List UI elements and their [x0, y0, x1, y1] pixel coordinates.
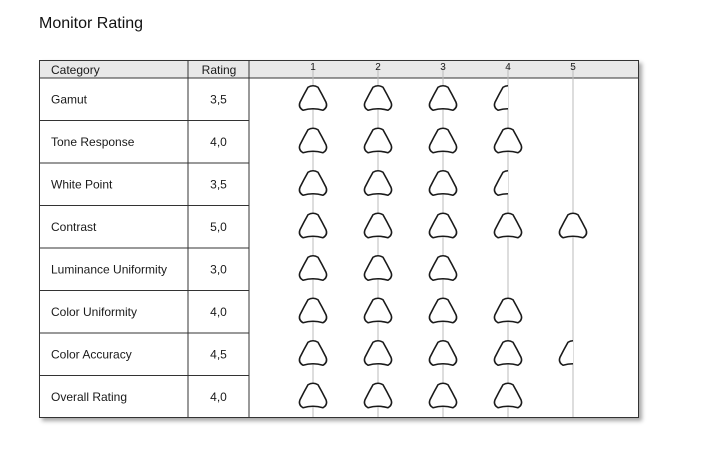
rating-knob-icon — [364, 171, 391, 196]
rating-knob-shape — [364, 341, 391, 366]
rating-knob-icon — [364, 86, 391, 111]
category-label: White Point — [51, 177, 113, 192]
category-label: Tone Response — [51, 134, 135, 149]
rating-value: 4,0 — [210, 304, 227, 319]
rating-knob-shape — [429, 213, 456, 238]
scale-tick-label: 2 — [375, 62, 381, 73]
category-label: Overall Rating — [51, 389, 128, 404]
rating-knob-shape — [559, 213, 586, 238]
rating-knob-icon — [299, 298, 326, 323]
rating-knob-shape — [364, 171, 391, 196]
rating-value: 4,5 — [210, 347, 227, 362]
rating-knob-icon — [429, 298, 456, 323]
rating-knob-shape — [364, 213, 391, 238]
rating-knob-shape — [364, 256, 391, 281]
scale-tick-label: 4 — [505, 62, 511, 73]
rating-knob-shape — [494, 128, 521, 153]
rating-knob-icon — [364, 383, 391, 408]
rating-knob-icon — [429, 86, 456, 111]
rating-knob-icon — [299, 128, 326, 153]
rating-table — [39, 60, 639, 418]
rating-value: 3,5 — [210, 92, 227, 107]
rating-knob-shape — [299, 86, 326, 111]
header-background — [39, 60, 639, 78]
header-category: Category — [51, 63, 100, 77]
rating-knob-icon — [429, 213, 456, 238]
rating-knob-icon — [364, 298, 391, 323]
rating-knob-shape — [299, 171, 326, 196]
rating-knob-icon — [494, 128, 521, 153]
rating-knob-shape — [494, 298, 521, 323]
rating-knob-shape — [299, 128, 326, 153]
rating-knob-shape — [429, 383, 456, 408]
rating-chart — [39, 60, 639, 418]
rating-knob-icon — [364, 128, 391, 153]
rating-knob-shape — [299, 256, 326, 281]
rating-half-knob-icon — [494, 171, 521, 196]
rating-knob-shape — [494, 213, 521, 238]
rating-knob-shape — [299, 298, 326, 323]
rating-knob-shape — [299, 341, 326, 366]
header-rating: Rating — [201, 63, 237, 77]
rating-knob-icon — [299, 86, 326, 111]
rating-knob-shape — [299, 213, 326, 238]
rating-knob-icon — [494, 341, 521, 366]
rating-knob-icon — [429, 383, 456, 408]
rating-knob-shape — [494, 86, 521, 111]
rating-knob-icon — [429, 256, 456, 281]
scale-tick-label: 3 — [440, 62, 446, 73]
rating-knob-icon — [299, 256, 326, 281]
rating-knob-shape — [364, 86, 391, 111]
rating-knob-icon — [559, 213, 586, 238]
rating-knob-icon — [299, 341, 326, 366]
rating-knob-icon — [494, 213, 521, 238]
rating-knob-icon — [494, 298, 521, 323]
rating-knob-icon — [299, 213, 326, 238]
rating-half-knob-icon — [559, 341, 586, 366]
rating-knob-shape — [364, 298, 391, 323]
rating-knob-shape — [364, 128, 391, 153]
scale-tick-label: 5 — [570, 62, 576, 73]
rating-knob-shape — [364, 383, 391, 408]
rating-knob-shape — [559, 341, 586, 366]
rating-knob-shape — [429, 128, 456, 153]
grid-lines — [39, 60, 639, 418]
rating-knob-shape — [299, 383, 326, 408]
table-border — [40, 61, 639, 418]
rating-knob-shape — [429, 298, 456, 323]
rating-knob-icon — [429, 341, 456, 366]
rating-knob-shape — [494, 341, 521, 366]
rating-knob-icon — [299, 171, 326, 196]
rating-knob-shape — [494, 171, 521, 196]
rating-value: 3,5 — [210, 177, 227, 192]
rating-value: 4,0 — [210, 389, 227, 404]
rating-value: 4,0 — [210, 134, 227, 149]
rating-knob-shape — [429, 256, 456, 281]
scale-tick-label: 1 — [310, 62, 316, 73]
page-title: Monitor Rating — [39, 15, 144, 32]
scale-lines — [313, 66, 573, 418]
rating-knob-shape — [429, 171, 456, 196]
rating-knob-icon — [429, 171, 456, 196]
category-label: Gamut — [51, 92, 88, 107]
rating-knob-icon — [429, 128, 456, 153]
category-label: Color Uniformity — [51, 304, 138, 319]
category-label: Luminance Uniformity — [51, 262, 168, 277]
rating-value: 3,0 — [210, 262, 227, 277]
rating-knob-icon — [299, 383, 326, 408]
rating-knob-icon — [494, 383, 521, 408]
rating-value: 5,0 — [210, 219, 227, 234]
rating-half-knob-icon — [494, 86, 521, 111]
category-label: Color Accuracy — [51, 347, 132, 362]
rating-knob-icon — [364, 213, 391, 238]
rating-knob-icon — [364, 256, 391, 281]
rating-knob-shape — [494, 383, 521, 408]
rating-knob-shape — [429, 341, 456, 366]
category-label: Contrast — [51, 219, 97, 234]
rating-knob-shape — [429, 86, 456, 111]
rating-knob-icon — [364, 341, 391, 366]
